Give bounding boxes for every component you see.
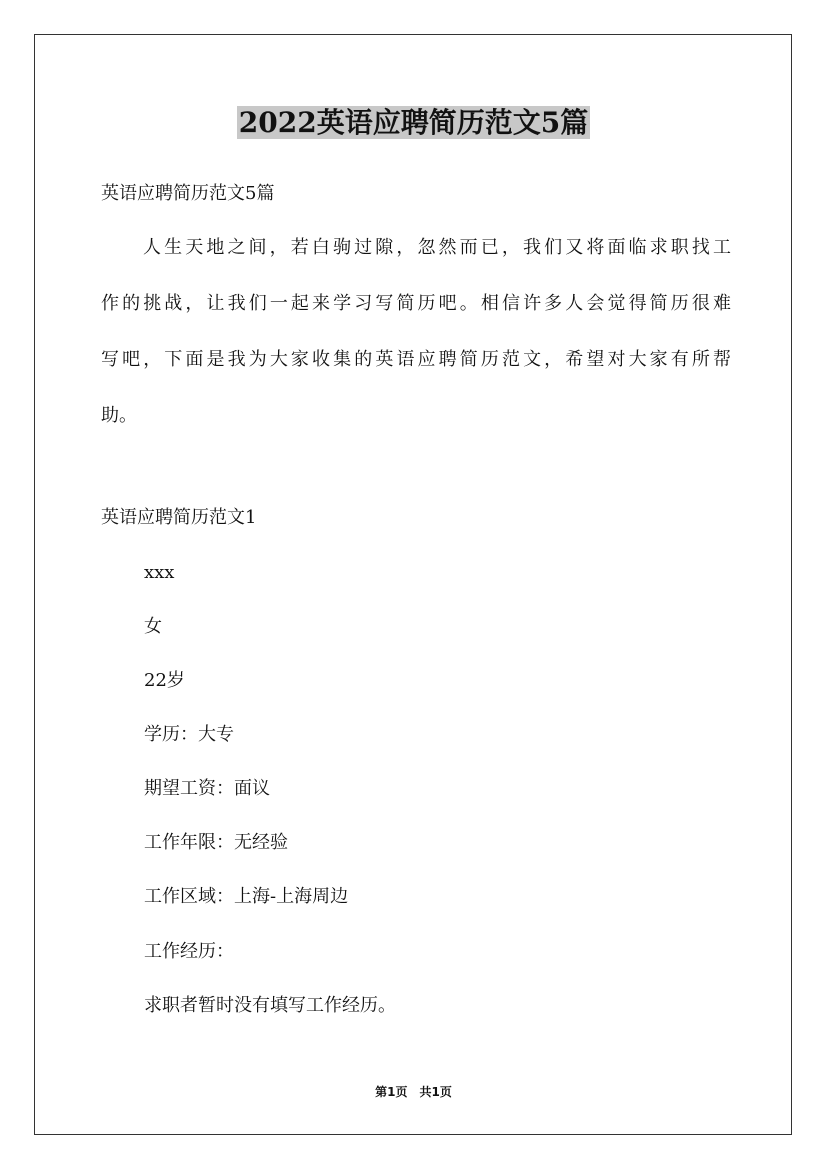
page-number-current: 第1页 [375,1085,408,1099]
page-footer [0,1083,827,1100]
document-title [0,103,827,143]
intro-line-2: 作的挑战，让我们一起来学习写简历吧。相信许多人会觉得简历很难 [101,293,731,314]
document-subtitle: 英语应聘简历范文5篇 [101,183,275,204]
resume-work-area: 工作区域：上海-上海周边 [144,886,349,907]
resume-gender: 女 [144,616,162,637]
intro-line-3: 写吧，下面是我为大家收集的英语应聘简历范文，希望对大家有所帮 [101,349,731,370]
resume-name: xxx [144,562,175,583]
page-number-total: 共1页 [419,1085,452,1099]
section-heading: 英语应聘简历范文1 [101,507,257,528]
resume-experience-text: 求职者暂时没有填写工作经历。 [144,995,396,1016]
resume-education: 学历：大专 [144,724,234,745]
resume-work-years: 工作年限：无经验 [144,832,288,853]
resume-experience-label: 工作经历： [144,941,234,962]
document-title-text: 2022英语应聘简历范文5篇 [238,106,589,139]
resume-age: 22岁 [144,670,185,691]
intro-paragraph [101,234,731,458]
intro-line-4: 助。 [101,405,137,426]
resume-expected-salary: 期望工资：面议 [144,778,270,799]
intro-line-1: 人生天地之间，若白驹过隙，忽然而已，我们又将面临求职找工 [143,237,731,258]
